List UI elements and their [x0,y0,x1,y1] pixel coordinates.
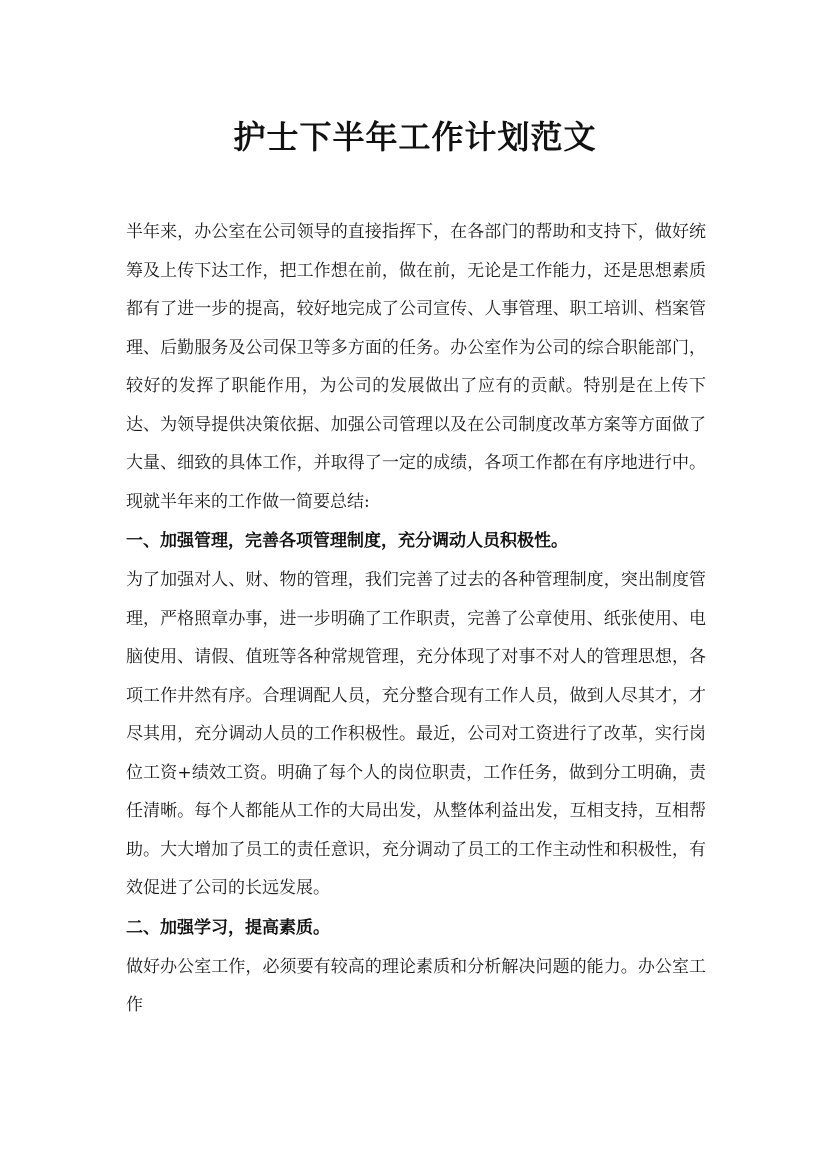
section-paragraph-1: 为了加强对人、财、物的管理，我们完善了过去的各种管理制度，突出制度管理，严格照章办事，进一步明确了工作职责，完善了公章使用、纸张使用、电脑使用、请假、值班等各种常规管理，充分体现了对事不对人的管理思想，各项工作井然有序。合理调配人员，充分整合现有工作人员，做到人尽其才，才尽其用，充分调动人员的工作积极性。最近，公司对工资进行了改革，实行岗位工资+绩效工资。明确了每个人的岗位职责，工作任务，做到分工明确，责任清晰。每个人都能从工作的大局出发，从整体利益出发，互相支持，互相帮助。大大增加了员工的责任意识，充分调动了员工的工作主动性和积极性，有效促进了公司的长远发展。 [126,570,706,898]
document-title: 护士下半年工作计划范文 [233,118,597,156]
document-body [126,213,706,1025]
section-heading-1: 一、加强管理，完善各项管理制度，充分调动人员积极性。 [126,531,568,551]
intro-paragraph: 半年来，办公室在公司领导的直接指挥下，在各部门的帮助和支持下，做好统筹及上传下达工作，把工作想在前，做在前，无论是工作能力，还是思想素质都有了进一步的提高，较好地完成了公司宣传、人事管理、职工培训、档案管理、后勤服务及公司保卫等多方面的任务。办公室作为公司的综合职能部门，较好的发挥了职能作用，为公司的发展做出了应有的贡献。特别是在上传下达、为领导提供决策依据、加强公司管理以及在公司制度改革方案等方面做了大量、细致的具体工作，并取得了一定的成绩，各项工作都在有序地进行中。现就半年来的工作做一简要总结: [126,222,706,512]
section-heading-2: 二、加强学习，提高素质。 [126,917,330,938]
section-paragraph-2: 做好办公室工作，必须要有较高的理论素质和分析解决问题的能力。办公室工作 [126,956,706,1015]
